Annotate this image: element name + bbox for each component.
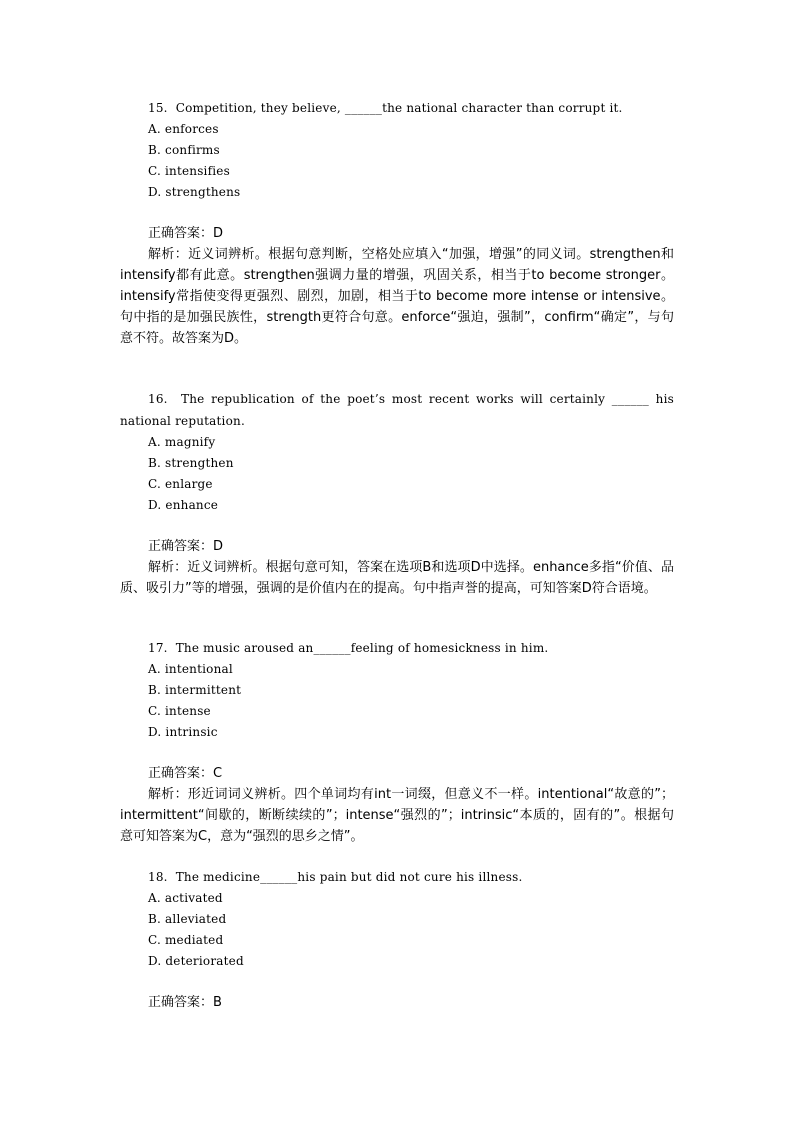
question-16 [120,388,674,599]
correct-answer: 正确答案：C [148,766,223,781]
explanation: 解析：近义词辨析。根据句意可知，答案在选项B和选项D中选择。enhance多指“价值、品质、吸引力”等的增强，强调的是价值内在的提高。句中指声誉的提高，可知答案D符合语境。 [120,560,674,596]
option-d: D. enhance [148,498,219,512]
correct-answer: 正确答案：B [148,995,222,1010]
option-b: B. alleviated [148,912,227,926]
option-d: D. deteriorated [148,954,244,968]
question-stem [120,97,674,119]
correct-answer: 正确答案：D [148,226,224,241]
explanation: 解析：近义词辨析。根据句意判断，空格处应填入“加强，增强”的同义词。strengthen和intensify都有此意。strengthen强调力量的增强，巩固关系，相当于to become stronger。intensify常指使变得更强烈、剧烈，加剧，相当于to become more intense or intensive。句中指的是加强民族性，strength更符合句意。enforce“强迫，强制”，confirm“确定”，与句意不符。故答案为D。 [120,247,674,346]
question-number: 15. [148,101,168,115]
question-number: 18. [148,870,168,884]
question-text: Competition, they believe, ______the national character than corrupt it. [175,101,623,115]
option-c: C. intensifies [148,164,230,178]
option-a: A. intentional [148,662,233,676]
option-c: C. enlarge [148,477,213,491]
question-number: 16. [148,392,168,406]
question-stem [120,866,674,888]
option-b: B. confirms [148,143,220,157]
option-d: D. strengthens [148,185,241,199]
question-text: The music aroused an______feeling of homesickness in him. [175,641,549,655]
question-17 [120,637,674,847]
option-a: A. enforces [148,122,219,136]
question-text: The republication of the poet’s most recent works will certainly ______ his national reputation. [120,392,674,428]
option-a: A. activated [148,891,223,905]
question-15 [120,97,674,349]
option-b: B. strengthen [148,456,234,470]
explanation: 解析：形近词词义辨析。四个单词均有int一词缀，但意义不一样。intentional“故意的”；intermittent“间歇的，断断续续的”；intense“强烈的”；intrinsic“本质的，固有的”。根据句意可知答案为C，意为“强烈的思乡之情”。 [120,787,674,844]
question-stem [120,637,674,659]
correct-answer: 正确答案：D [148,539,224,554]
question-stem [120,388,674,432]
option-c: C. mediated [148,933,224,947]
option-a: A. magnify [148,435,216,449]
option-d: D. intrinsic [148,725,218,739]
question-number: 17. [148,641,168,655]
option-b: B. intermittent [148,683,242,697]
option-c: C. intense [148,704,211,718]
question-18 [120,866,674,1013]
question-text: The medicine______his pain but did not cure his illness. [175,870,523,884]
